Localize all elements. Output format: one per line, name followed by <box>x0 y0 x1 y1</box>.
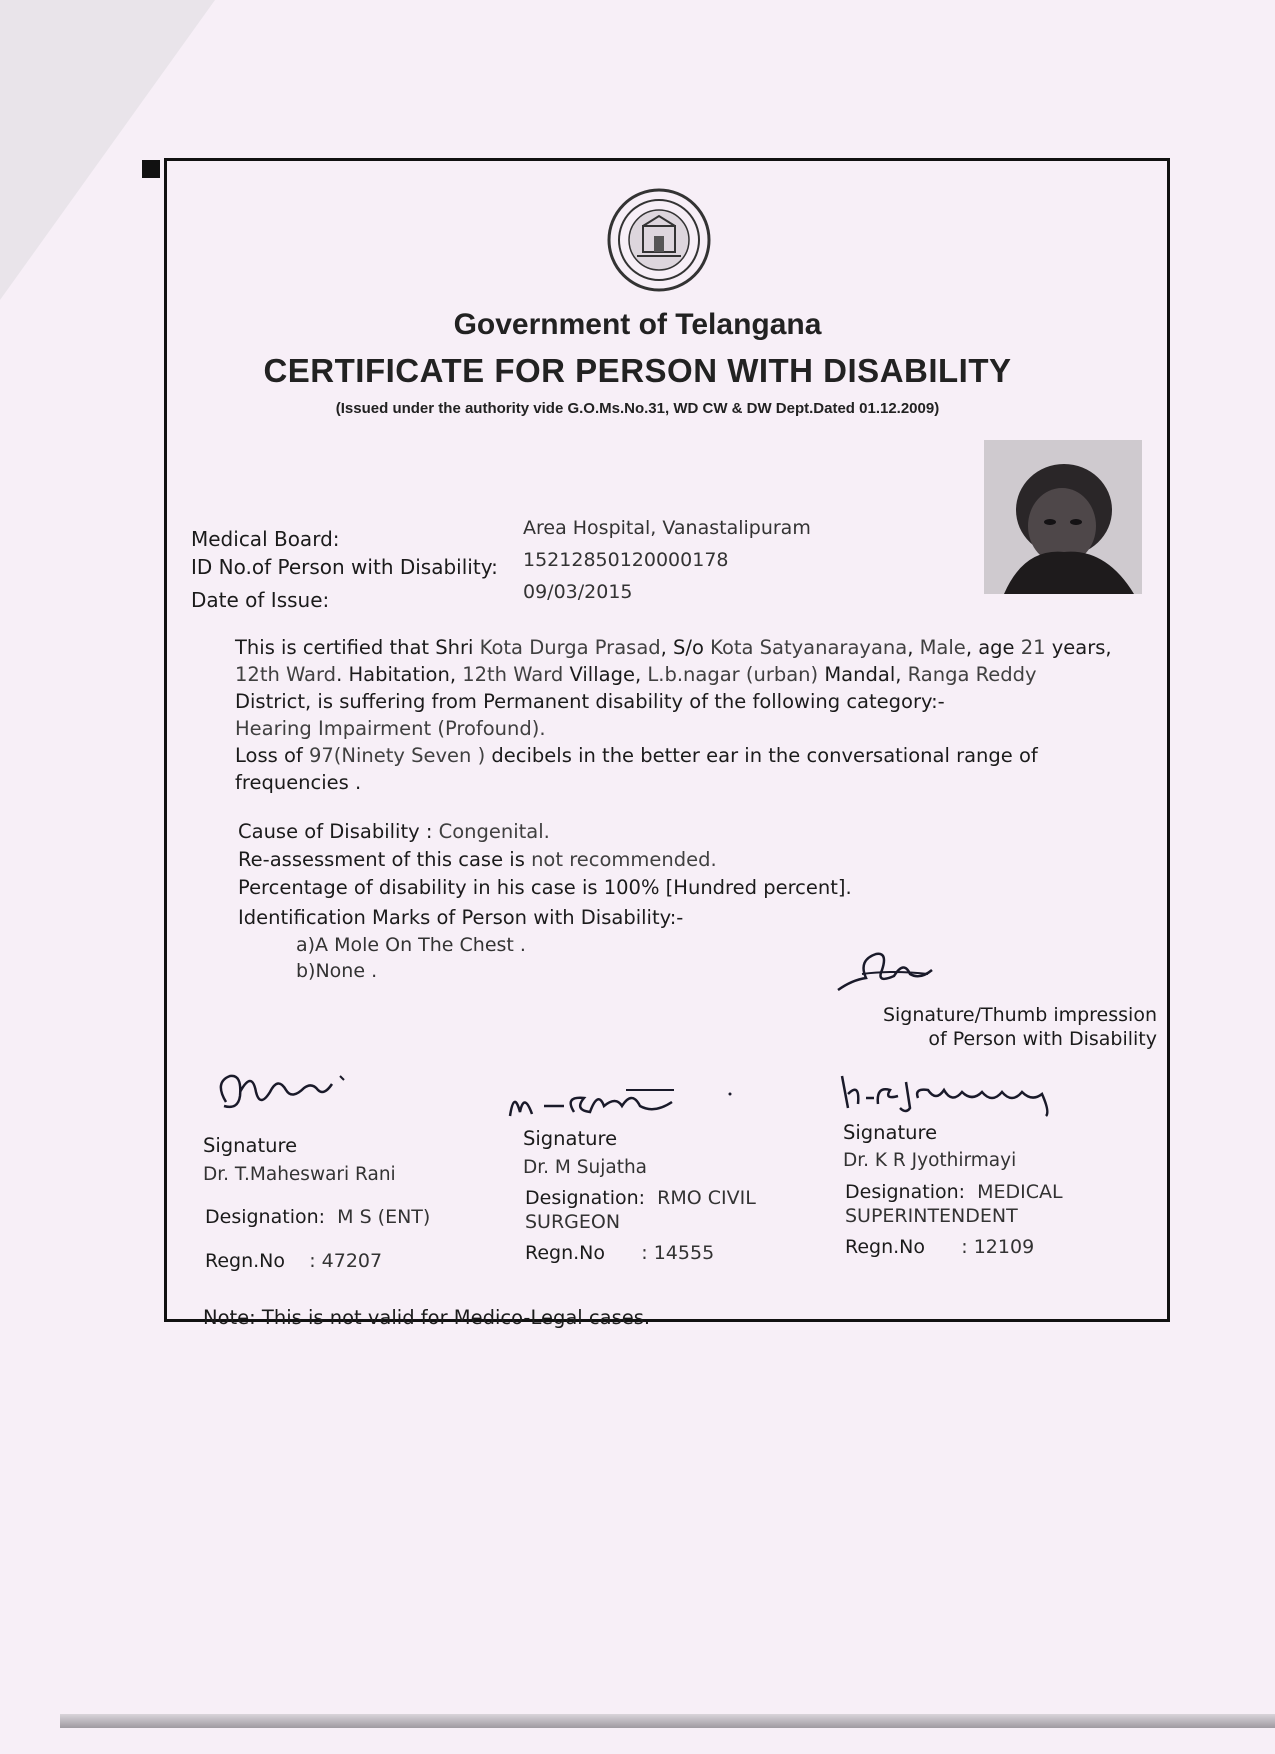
scan-edge <box>60 1714 1275 1728</box>
date-value: 09/03/2015 <box>523 581 633 603</box>
signature-1-label: Signature <box>203 1134 298 1157</box>
signatory-3-regn: Regn.No : 12109 <box>845 1236 1035 1258</box>
telangana-emblem-icon <box>607 188 711 292</box>
cause-value: Congenital. <box>438 820 550 843</box>
thumb-caption-line2: of Person with Disability <box>928 1028 1157 1050</box>
reassessment-value: not recommended. <box>531 848 717 871</box>
signature-3-mark <box>836 1068 1086 1118</box>
district: Ranga Reddy <box>907 663 1037 686</box>
medical-board-value: Area Hospital, Vanastalipuram <box>523 517 811 539</box>
identification-mark: b)None . <box>296 960 378 982</box>
certification-statement: This is certified that Shri Kota Durga Prasad, S/o Kota Satyanarayana, Male, age 21 years, 12th Ward. Habitation, 12th Ward Village, L.b.nagar (urban) Mandal, Ranga Reddy District, is suffering from Permanent disability of the following category:- Hearing Impairment (Profound). Loss of 97(Ninety Seven ) decibels in the better ear in the conversational range of frequencies . <box>235 636 1112 794</box>
applicant-signature <box>832 940 942 1000</box>
signatory-2-designation: Designation: RMO CIVIL SURGEON <box>525 1187 756 1233</box>
signatory-1-designation: Designation: M S (ENT) <box>205 1206 431 1228</box>
signatory-2-name: Dr. M Sujatha <box>523 1157 648 1178</box>
signatory-2-regn: Regn.No : 14555 <box>525 1242 715 1264</box>
ward: 12th Ward <box>235 663 337 686</box>
mandal: L.b.nagar (urban) <box>647 663 819 686</box>
hearing-loss-value: 97(Ninety Seven ) <box>308 744 486 767</box>
government-title: Government of Telangana <box>453 308 822 341</box>
village: 12th Ward <box>462 663 564 686</box>
identification-mark: a)A Mole On The Chest . <box>296 934 526 956</box>
person-name: Kota Durga Prasad <box>479 636 661 659</box>
gender: Male <box>919 636 966 659</box>
corner-mark <box>142 160 160 178</box>
signature-2-mark <box>504 1076 734 1126</box>
id-label: ID No.of Person with Disability: <box>191 555 498 579</box>
authority-line: (Issued under the authority vide G.O.Ms.No.31, WD CW & DW Dept.Dated 01.12.2009) <box>335 400 940 417</box>
signatory-3-designation: Designation: MEDICAL SUPERINTENDENT <box>845 1181 1063 1227</box>
person-photo <box>984 440 1142 594</box>
signatory-1-name: Dr. T.Maheswari Rani <box>203 1164 396 1185</box>
validity-note: Note: This is not valid for Medico-Legal cases. <box>203 1306 651 1329</box>
thumb-caption-line1: Signature/Thumb impression <box>882 1004 1157 1026</box>
father-name: Kota Satyanarayana <box>710 636 908 659</box>
signature-3-label: Signature <box>843 1121 938 1144</box>
id-value: 15212850120000178 <box>523 549 729 571</box>
percentage-line: Percentage of disability in his case is 100% [Hundred percent]. <box>238 876 852 899</box>
date-label: Date of Issue: <box>191 588 330 612</box>
signatory-1-regn: Regn.No : 47207 <box>205 1250 383 1272</box>
reassessment-line: Re-assessment of this case is not recommended. <box>238 848 717 871</box>
disability-category: Hearing Impairment (Profound). <box>235 717 546 740</box>
cause-line: Cause of Disability : Congenital. <box>238 820 550 843</box>
medical-board-label: Medical Board: <box>191 527 340 551</box>
percentage-value: 100% <box>603 876 660 899</box>
certificate-title: CERTIFICATE FOR PERSON WITH DISABILITY <box>263 352 1012 389</box>
age: 21 <box>1020 636 1046 659</box>
signature-1-mark <box>212 1062 362 1122</box>
signature-2-label: Signature <box>523 1127 618 1150</box>
signatory-3-name: Dr. K R Jyothirmayi <box>843 1150 1017 1171</box>
identification-label: Identification Marks of Person with Disability:- <box>238 906 684 929</box>
